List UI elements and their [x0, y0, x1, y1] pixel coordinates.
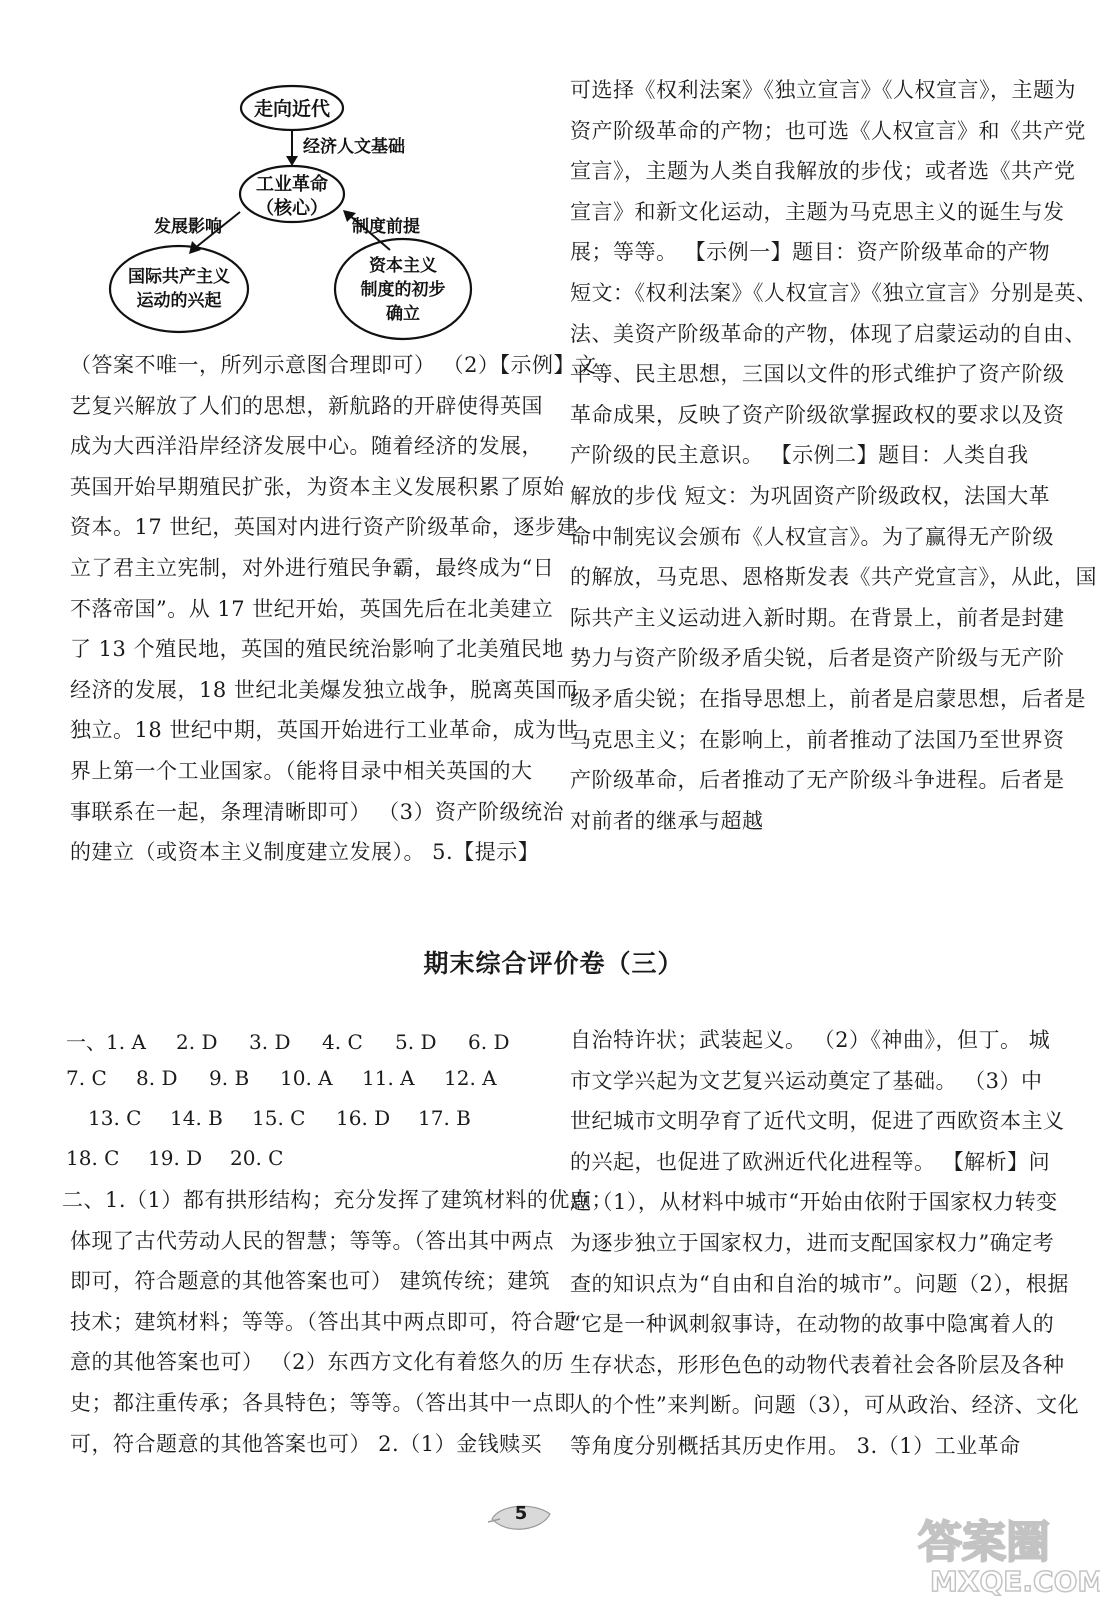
text-line: 艺复兴解放了人们的思想，新航路的开辟使得英国 — [70, 393, 543, 418]
text-line: 二、1.（1）都有拱形结构；充分发挥了建筑材料的优点； — [62, 1188, 613, 1212]
mc-answer: 19. D — [148, 1146, 203, 1170]
text-line: （答案不唯一，所列示意图合理即可） （2）【示例】文 — [70, 353, 597, 377]
left-top-paragraph — [70, 345, 597, 873]
diagram-node-left — [110, 246, 248, 332]
text-line: 经济的发展，18 世纪北美爆发独立战争，脱离英国而 — [70, 677, 578, 702]
text-line: 技术；建筑材料；等等。（答出其中两点即可，符合题 — [70, 1309, 576, 1334]
mc-answers-row-4 — [66, 1146, 283, 1170]
text-line: 人的个性”来判断。问题（3），可从政治、经济、文化 — [570, 1393, 1080, 1418]
mc-answer: 4. C — [322, 1030, 363, 1054]
diagram-node-top-text: 走向近代 — [253, 98, 331, 120]
text-line: 产阶级革命，后者推动了无产阶级斗争进程。后者是 — [570, 768, 1065, 793]
text-line: 际共产主义运动进入新时期。在背景上，前者是封建 — [570, 605, 1065, 630]
text-line: 自治特许状；武装起义。 （2）《神曲》，但丁。 城 — [570, 1028, 1051, 1052]
text-line: 短文：《权利法案》《人权宣言》《独立宣言》分别是英、 — [570, 280, 1098, 305]
mc-answer: 16. D — [336, 1106, 391, 1130]
text-line: 革命成果，反映了资产阶级欲掌握政权的要求以及资 — [570, 402, 1065, 427]
diagram-edge-top: 经济人文基础 — [303, 137, 405, 157]
text-line: 为逐步独立于国家权力，进而支配国家权力”确定考 — [570, 1230, 1055, 1255]
text-line: 平等、民主思想，三国以文件的形式维护了资产阶级 — [570, 362, 1065, 387]
svg-text:MXQE.COM: MXQE.COM — [930, 1565, 1100, 1597]
diagram-node-left-line1: 国际共产主义 — [128, 267, 230, 287]
text-line: 市文学兴起为文艺复兴运动奠定了基础。 （3）中 — [570, 1068, 1043, 1093]
text-line: 了 13 个殖民地，英国的殖民统治影响了北美殖民地 — [70, 637, 564, 662]
mc-answer: 3. D — [249, 1030, 291, 1054]
left-bottom-paragraph — [62, 1180, 613, 1464]
section-title: 期末综合评价卷（三） — [423, 949, 684, 978]
concept-diagram — [100, 82, 480, 352]
text-line: 宣言》，主题为人类自我解放的步伐；或者选《共产党 — [570, 159, 1076, 184]
mc-answers-row-1 — [66, 1026, 509, 1055]
text-line: 事联系在一起，条理清晰即可） （3）资产阶级统治 — [70, 799, 565, 824]
text-line: 独立。18 世纪中期，英国开始进行工业革命，成为世 — [70, 718, 578, 743]
mc-answers-row-2 — [66, 1066, 497, 1090]
mc-answer: 2. D — [176, 1030, 218, 1054]
mc-answer: 10. A — [280, 1066, 333, 1090]
mc-answer: 17. B — [418, 1106, 471, 1130]
diagram-node-right-line1: 资本主义 — [369, 256, 437, 276]
text-line: 可选择《权利法案》《独立宣言》《人权宣言》，主题为 — [570, 78, 1076, 102]
text-line: 英国开始早期殖民扩张，为资本主义发展积累了原始 — [70, 474, 565, 499]
diagram-node-right-line3: 确立 — [386, 304, 420, 324]
page-number: 5 — [514, 1503, 528, 1524]
text-line: 题（1），从材料中城市“开始由依附于国家权力转变 — [570, 1190, 1058, 1215]
text-line: 级矛盾尖锐；在指导思想上，前者是启蒙思想，后者是 — [570, 686, 1086, 711]
mc-answer: 15. C — [252, 1106, 306, 1130]
text-line: 马克思主义；在影响上，前者推动了法国乃至世界资 — [570, 727, 1065, 752]
mc-answer: 20. C — [230, 1146, 284, 1170]
mc-answer: 13. C — [88, 1106, 142, 1130]
mc-answer: 1. A — [106, 1030, 146, 1054]
diagram-arrowhead-top — [286, 156, 298, 166]
text-line: 命中制宪议会颁布《人权宣言》。为了赢得无产阶级 — [570, 524, 1054, 549]
mc-answer: 12. A — [444, 1066, 497, 1090]
mc-answer: 14. B — [170, 1106, 223, 1130]
text-line: 资产阶级革命的产物；也可选《人权宣言》和《共产党 — [570, 118, 1086, 143]
diagram-node-center-line2: （核心） — [256, 198, 328, 219]
text-line: “它是一种讽刺叙事诗，在动物的故事中隐寓着人的 — [570, 1312, 1055, 1337]
text-line: 对前者的继承与超越 — [570, 808, 764, 833]
diagram-edge-right: 制度前提 — [352, 217, 420, 237]
text-line: 法、美资产阶级革命的产物，体现了启蒙运动的自由、 — [570, 321, 1086, 346]
text-line: 界上第一个工业国家。（能将目录中相关英国的大 — [70, 758, 533, 783]
text-line: 体现了古代劳动人民的智慧；等等。（答出其中两点 — [70, 1228, 554, 1253]
text-line: 的兴起，也促进了欧洲近代化进程等。 【解析】问 — [570, 1149, 1051, 1174]
right-bottom-paragraph — [570, 1020, 1080, 1467]
text-line: 的解放，马克思、恩格斯发表《共产党宣言》，从此，国 — [570, 565, 1097, 590]
diagram-node-center-line1: 工业革命 — [256, 174, 328, 195]
mc-prefix: 一、 — [66, 1030, 106, 1054]
mc-answer: 8. D — [136, 1066, 178, 1090]
text-line: 查的知识点为“自由和自治的城市”。问题（2），根据 — [570, 1271, 1069, 1296]
mc-answer: 18. C — [66, 1146, 120, 1170]
mc-answers-row-3 — [88, 1106, 471, 1130]
text-line: 立了君主立宪制，对外进行殖民争霸，最终成为“日 — [70, 555, 555, 580]
text-line: 资本。17 世纪，英国对内进行资产阶级革命，逐步建 — [70, 515, 578, 540]
watermark — [910, 1505, 1100, 1597]
text-line: 等角度分别概括其历史作用。 3.（1）工业革命 — [570, 1433, 1021, 1458]
text-line: 势力与资产阶级矛盾尖锐，后者是资产阶级与无产阶 — [570, 646, 1065, 671]
text-line: 史；都注重传承；各具特色；等等。（答出其中一点即 — [70, 1390, 576, 1415]
text-line: 不落帝国”。从 17 世纪开始，英国先后在北美建立 — [70, 596, 554, 621]
text-line: 解放的步伐 短文：为巩固资产阶级政权，法国大革 — [570, 483, 1051, 508]
mc-answer: 7. C — [66, 1066, 107, 1090]
text-line: 即可，符合题意的其他答案也可） 建筑传统；建筑 — [70, 1269, 551, 1294]
right-top-paragraph — [570, 70, 1098, 841]
text-line: 成为大西洋沿岸经济发展中心。随着经济的发展， — [70, 434, 543, 459]
diagram-node-right-line2: 制度的初步 — [360, 280, 446, 300]
text-line: 的建立（或资本主义制度建立发展）。 5.【提示】 — [70, 840, 540, 865]
text-line: 产阶级的民主意识。 【示例二】题目：人类自我 — [570, 443, 1029, 468]
diagram-node-left-line2: 运动的兴起 — [136, 291, 222, 311]
mc-answer: 6. D — [468, 1030, 510, 1054]
text-line: 世纪城市文明孕育了近代文明，促进了西欧资本主义 — [570, 1109, 1065, 1134]
text-line: 展；等等。 【示例一】题目：资产阶级革命的产物 — [570, 240, 1051, 265]
text-line: 宣言》和新文化运动，主题为马克思主义的诞生与发 — [570, 199, 1065, 224]
text-line: 意的其他答案也可） （2）东西方文化有着悠久的历 — [70, 1350, 565, 1375]
mc-answer: 5. D — [395, 1030, 437, 1054]
svg-text:答案圈: 答案圈 — [918, 1517, 1050, 1568]
mc-answer: 11. A — [362, 1066, 415, 1090]
diagram-edge-left: 发展影响 — [154, 217, 222, 237]
watermark-logo-icon — [910, 1505, 1100, 1597]
mc-answer: 9. B — [209, 1066, 250, 1090]
text-line: 可，符合题意的其他答案也可） 2.（1）金钱赎买 — [70, 1431, 543, 1456]
text-line: 生存状态，形形色色的动物代表着社会各阶层及各种 — [570, 1352, 1065, 1377]
